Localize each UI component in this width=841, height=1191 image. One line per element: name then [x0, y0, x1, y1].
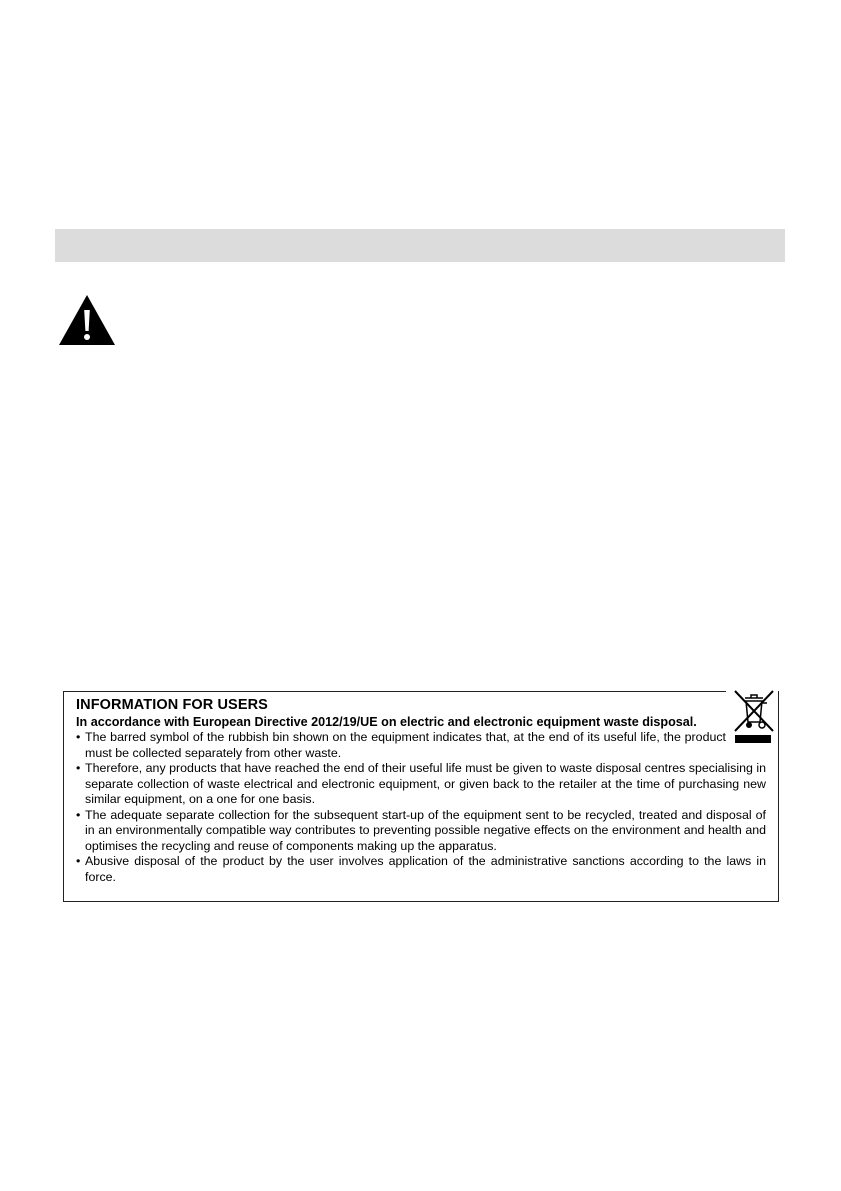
list-item	[76, 761, 766, 808]
bullet: •	[76, 730, 81, 744]
info-subtitle: In accordance with European Directive 2012/19/UE on electric and electronic equipment waste disposal.	[76, 715, 697, 729]
list-item-text: The adequate separate collection for the subsequent start-up of the equipment sent to be recycled, treated and disposal of in an environmentally compatible way contributes to preventing possible negative effects on the environment and health and optimises the recycling and reuse of components making up the apparatus.	[85, 807, 766, 853]
list-item	[76, 808, 766, 855]
info-title: INFORMATION FOR USERS	[76, 697, 268, 713]
list-item-text: Therefore, any products that have reached the end of their useful life must be given to waste disposal centres specialising in separate collection of waste electrical and electronic equipment, or given back to the retailer at the time of purchasing new similar equipment, on a one for one basis.	[85, 761, 766, 806]
section-header-bar	[55, 229, 785, 262]
info-list	[76, 730, 766, 885]
bullet: •	[76, 807, 81, 822]
list-item	[76, 854, 766, 885]
warning-triangle-icon	[58, 294, 116, 346]
bullet: •	[76, 761, 81, 775]
list-item	[76, 730, 766, 761]
bullet: •	[76, 854, 81, 868]
list-item-text: Abusive disposal of the product by the user involves application of the administrative sanctions according to the laws in force.	[85, 854, 766, 884]
crossed-out-wheelie-bin-icon	[733, 689, 775, 733]
weee-information-box	[63, 691, 779, 902]
list-item-text: The barred symbol of the rubbish bin shown on the equipment indicates that, at the end of its useful life, the product must be collected separately from other waste.	[85, 730, 726, 760]
